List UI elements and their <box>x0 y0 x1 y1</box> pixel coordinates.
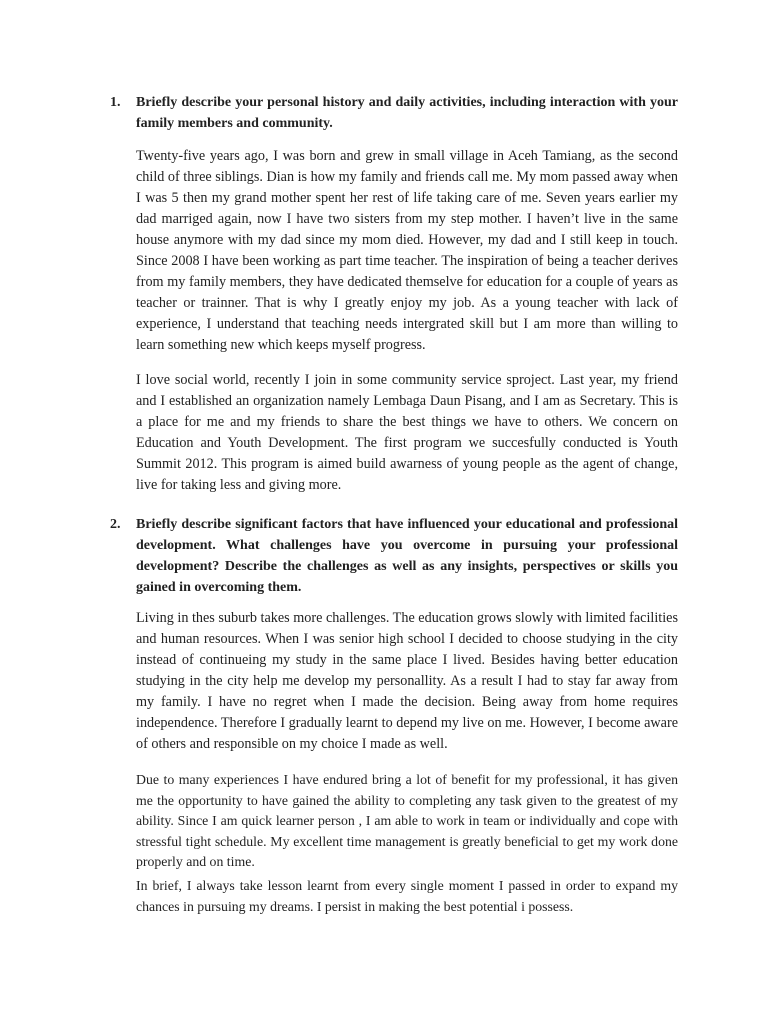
answer-paragraph: Living in thes suburb takes more challenges. The education grows slowly with limited facilities and human resources. When I was senior high school I decided to choose studying in the city instead of continueing my study in the same place I lived. Besides having better education studying in the city help me develop my personallity. As a result I had to stay far away from my family. I have no regret when I made the decision. Being away from home requires independence. Therefore I gradually learnt to depend my live on me. However, I become aware of others and responsible on my choice I made as well. <box>136 610 678 752</box>
answer-paragraph: Due to many experiences I have endured bring a lot of benefit for my professional, it has given me the opportunity to have gained the ability to completing any task given to the greatest of my ability. Since I am quick learner person , I am able to work in team or individually and cope with stressful tight schedule. My excellent time management is greatly beneficial to get my work done properly and on time. <box>136 772 678 869</box>
question-1 <box>110 92 678 134</box>
answer-paragraph: I love social world, recently I join in some community service sproject. Last year, my friend and I established an organization namely Lembaga Daun Pisang, and I am as Secretary. This is a place for me and my friends to share the best things we have to others. We concern on Education and Youth Development. The first program we succesfully conducted is Youth Summit 2012. This program is aimed build awarness of young people as the agent of change, live for taking less and giving more. <box>136 372 678 493</box>
question-text: Briefly describe significant factors that have influenced your educational and professional development. What challenges have you overcome in pursuing your professional development? Describe the challenges as well as any insights, perspectives or skills you gained in overcoming them. <box>136 517 678 595</box>
question-number: 2. <box>110 517 121 532</box>
question-number: 1. <box>110 95 121 110</box>
answer-paragraph: Twenty-five years ago, I was born and grew in small village in Aceh Tamiang, as the second child of three siblings. Dian is how my family and friends call me. My mom passed away when I was 5 then my grand mother spent her rest of life taking care of me. Seven years earlier my dad marriged again, now I have two sisters from my step mother. I haven’t live in the same house anymore with my dad since my mom died. However, my dad and I still keep in touch. Since 2008 I have been working as part time teacher. The inspiration of being a teacher derives from my family members, they have dedicated themselve for education for a couple of years as teacher or trainner. That is why I greatly enjoy my job. As a young teacher with lack of experience, I understand that teaching needs intergrated skill but I am more than willing to learn something new which keeps myself progress. <box>136 148 678 353</box>
question-2 <box>110 514 678 598</box>
answer-paragraph: In brief, I always take lesson learnt from every single moment I passed in order to expand my chances in pursuing my dreams. I persist in making the best potential i possess. <box>136 878 678 914</box>
question-text: Briefly describe your personal history and daily activities, including interaction with your family members and community. <box>136 95 678 131</box>
